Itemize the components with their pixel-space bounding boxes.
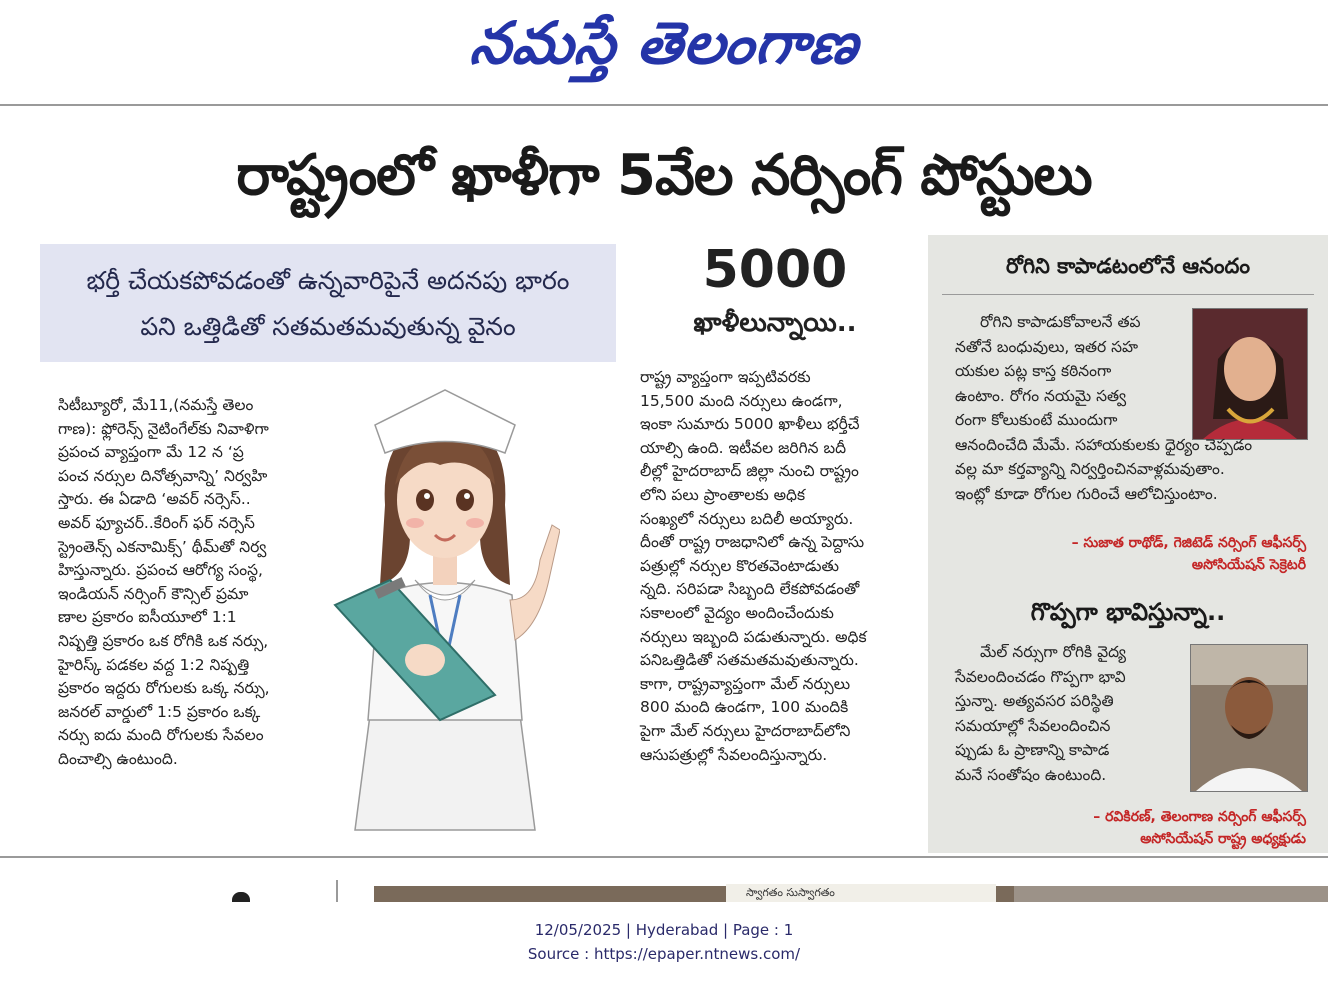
sidebar-title-divider	[942, 294, 1314, 295]
text-line: స్ట్రెంతెన్స్ ఎకనామిక్స్’ థీమ్‌తో నిర్వ	[58, 537, 267, 556]
text-line: ఉంటాం. రోగం నయమై సత్వ	[955, 386, 1127, 405]
article-divider	[0, 856, 1328, 858]
text-line: నిష్పత్తి ప్రకారం ఒక రోగికి ఒక నర్సు,	[58, 631, 269, 650]
text-line: యకుల పట్ల కాస్త కఠినంగా	[955, 362, 1112, 380]
credit-line-name: – రవికిరణ్, తెలంగాణ నర్సింగ్ ఆఫీసర్స్	[1093, 809, 1306, 825]
subhead-line-2: పని ఒత్తిడితో సతమతమవుతున్న వైనం	[140, 312, 516, 341]
text-line: మేల్ నర్సుగా రోగికి వైద్య	[980, 643, 1127, 661]
text-line: మనే సంతోషం ఉంటుంది.	[955, 765, 1107, 784]
text-line: గాణ): ఫ్లోరెన్స్ నైటింగేల్‌కు నివాళిగా	[58, 419, 269, 438]
text-line: హైరిస్క్ పడకల వద్ద 1:2 నిష్పత్తి	[58, 655, 250, 674]
text-line: రాష్ట్ర వ్యాప్తంగా ఇప్పటివరకు	[640, 368, 811, 386]
text-line: కాగా, రాష్ట్రవ్యాప్తంగా మేల్ నర్సులు	[640, 674, 851, 693]
middle-column-text	[640, 366, 900, 767]
text-line: లీల్లో హైదరాబాద్ జిల్లా నుంచి రాష్ట్రం	[640, 462, 859, 481]
text-line: వల్ల మా కర్తవ్యాన్ని నిర్వర్తించినవాళ్లమవుతాం.	[955, 460, 1225, 478]
text-line: ణాల ప్రకారం ఐసీయూలో 1:1	[58, 608, 237, 627]
credit-line-role: అసోసియేషన్ సెక్రెటరీ	[1191, 557, 1306, 573]
nurse-illustration	[330, 385, 560, 835]
masthead-divider	[0, 104, 1328, 106]
text-line: ప్రపంచ వ్యాప్తంగా మే 12 న ‘ప్ర	[58, 443, 244, 462]
text-line: సేవలందించడం గొప్పగా భావి	[955, 667, 1126, 686]
text-line: దించాల్సి ఉంటుంది.	[58, 749, 178, 768]
sidebar-box2-text	[955, 640, 1185, 787]
banner-text: స్వాగతం సుస్వాగతం	[746, 886, 835, 899]
text-line: రోగిని కాపాడుకోవాలనే తప	[980, 313, 1141, 331]
text-line: పనిఒత్తిడితో సతమతమవుతున్నారు.	[640, 651, 859, 670]
sidebar-box1-text	[955, 310, 1310, 506]
text-line: 15,500 మంది నర్సులు ఉండగా,	[640, 391, 843, 410]
text-line: సంఖ్యలో నర్సులు బదిలీ అయ్యారు.	[640, 509, 854, 528]
text-line: దీంతో రాష్ట్ర రాజధానిలో ఉన్న పెద్దాసు	[640, 533, 865, 552]
text-line: ఆసుపత్రుల్లో సేవలందిస్తున్నారు.	[640, 745, 828, 764]
sidebar-box2-title: గొప్పగా భావిస్తున్నా..	[1030, 598, 1226, 626]
text-line: ఇంకా సుమారు 5000 ఖాళీలు భర్తీచే	[640, 415, 860, 434]
vacancy-caption: ఖాళీలున్నాయి..	[693, 308, 857, 338]
left-column-text	[58, 394, 294, 772]
subhead-box	[40, 244, 616, 362]
text-line: 800 మంది ఉండగా, 100 మందికి	[640, 698, 849, 717]
text-line: న్నది. సరిపడా సిబ్బంది లేకపోవడంతో	[640, 580, 860, 599]
credit-line-role: అసోసియేషన్ రాష్ట్ర అధ్యక్షుడు	[1140, 831, 1306, 847]
text-line: నతోనే బంధువులు, ఇతర సహ	[955, 337, 1139, 356]
text-line: సకాలంలో వైద్యం అందించేందుకు	[640, 603, 834, 622]
text-line: పత్రుల్లో నర్సుల కొరతవెంటాడుతు	[640, 556, 839, 575]
sidebar-box1-credit	[940, 532, 1306, 576]
text-line: స్తున్నా. అత్యవసర పరిస్థితి	[955, 692, 1114, 710]
officer-photo-man	[1190, 644, 1308, 792]
portrait-man-image	[1191, 645, 1307, 791]
text-line: లోని పలు ప్రాంతాలకు అధిక	[640, 485, 806, 504]
next-article-strip	[0, 862, 1328, 902]
text-line: స్తారు. ఈ ఏడాది ‘అవర్ నర్సెస్..	[58, 490, 251, 509]
text-line: ఇంట్లో కూడా రోగుల గురించే ఆలోచిస్తుంటాం.	[955, 484, 1218, 503]
page-footer	[0, 918, 1328, 966]
photo-light-patch	[1014, 886, 1328, 902]
headline-fragment	[232, 892, 250, 902]
text-line: హిస్తున్నారు. ప్రపంచ ఆరోగ్య సంస్థ,	[58, 561, 263, 580]
photo-banner	[726, 884, 996, 902]
text-line: యాల్సి ఉంది. ఇటీవల జరిగిన బదీ	[640, 438, 847, 457]
text-line: రంగా కోలుకుంటే ముందుగా	[955, 411, 1118, 429]
text-line: ఇండియన్ నర్సింగ్ కౌన్సిల్ ప్రమా	[58, 584, 249, 603]
text-line: నర్సులు ఇబ్బంది పడుతున్నారు. అధిక	[640, 627, 867, 646]
column-divider	[336, 880, 338, 902]
text-line: సిటీబ్యూరో, మే11,(నమస్తే తెలం	[58, 396, 254, 414]
text-line: ప్రకారం ఇద్దరు రోగులకు ఒక్క నర్సు,	[58, 679, 270, 698]
footer-source-line: Source : https://epaper.ntnews.com/	[527, 945, 801, 963]
text-line: జనరల్ వార్డులో 1:5 ప్రకారం ఒక్క	[58, 702, 261, 721]
next-article-photo	[374, 886, 1328, 902]
text-line: ప్పుడు ఓ ప్రాణాన్ని కాపాడ	[955, 741, 1110, 759]
credit-line-name: – సుజాత రాథోడ్, గెజిటెడ్ నర్సింగ్ ఆఫీసర్స్	[1071, 535, 1306, 551]
text-line: నర్సు ఐదు మంది రోగులకు సేవలం	[58, 726, 264, 745]
footer-date-line: 12/05/2025 | Hyderabad | Page : 1	[534, 921, 794, 939]
text-line: ఆనందించేది మేమే. సహాయకులకు ధైర్యం చెప్పడం	[955, 435, 1253, 454]
masthead	[0, 0, 1328, 100]
text-line: పైగా మేల్ నర్సులు హైదరాబాద్‌లోని	[640, 721, 851, 740]
vacancy-number: 5000	[702, 240, 848, 300]
sidebar-box1-title: రోగిని కాపాడటంలోనే ఆనందం	[1005, 254, 1251, 278]
headline: రాష్ట్రంలో ఖాళీగా 5వేల నర్సింగ్ పోస్టులు	[236, 143, 1092, 208]
newspaper-logo: నమస్తే తెలంగాణ	[467, 8, 863, 77]
text-line: పంచ నర్సుల దినోత్సవాన్ని’ నిర్వహి	[58, 466, 268, 485]
text-line: సమయాల్లో సేవలందించిన	[955, 716, 1111, 735]
text-line: అవర్ ఫ్యూచర్..కేరింగ్ ఫర్ నర్సెస్	[58, 513, 255, 532]
sidebar-box2-credit	[940, 806, 1306, 850]
subhead-line-1: భర్తీ చేయకపోవడంతో ఉన్నవారిపైనే అదనపు భారం	[86, 266, 570, 295]
